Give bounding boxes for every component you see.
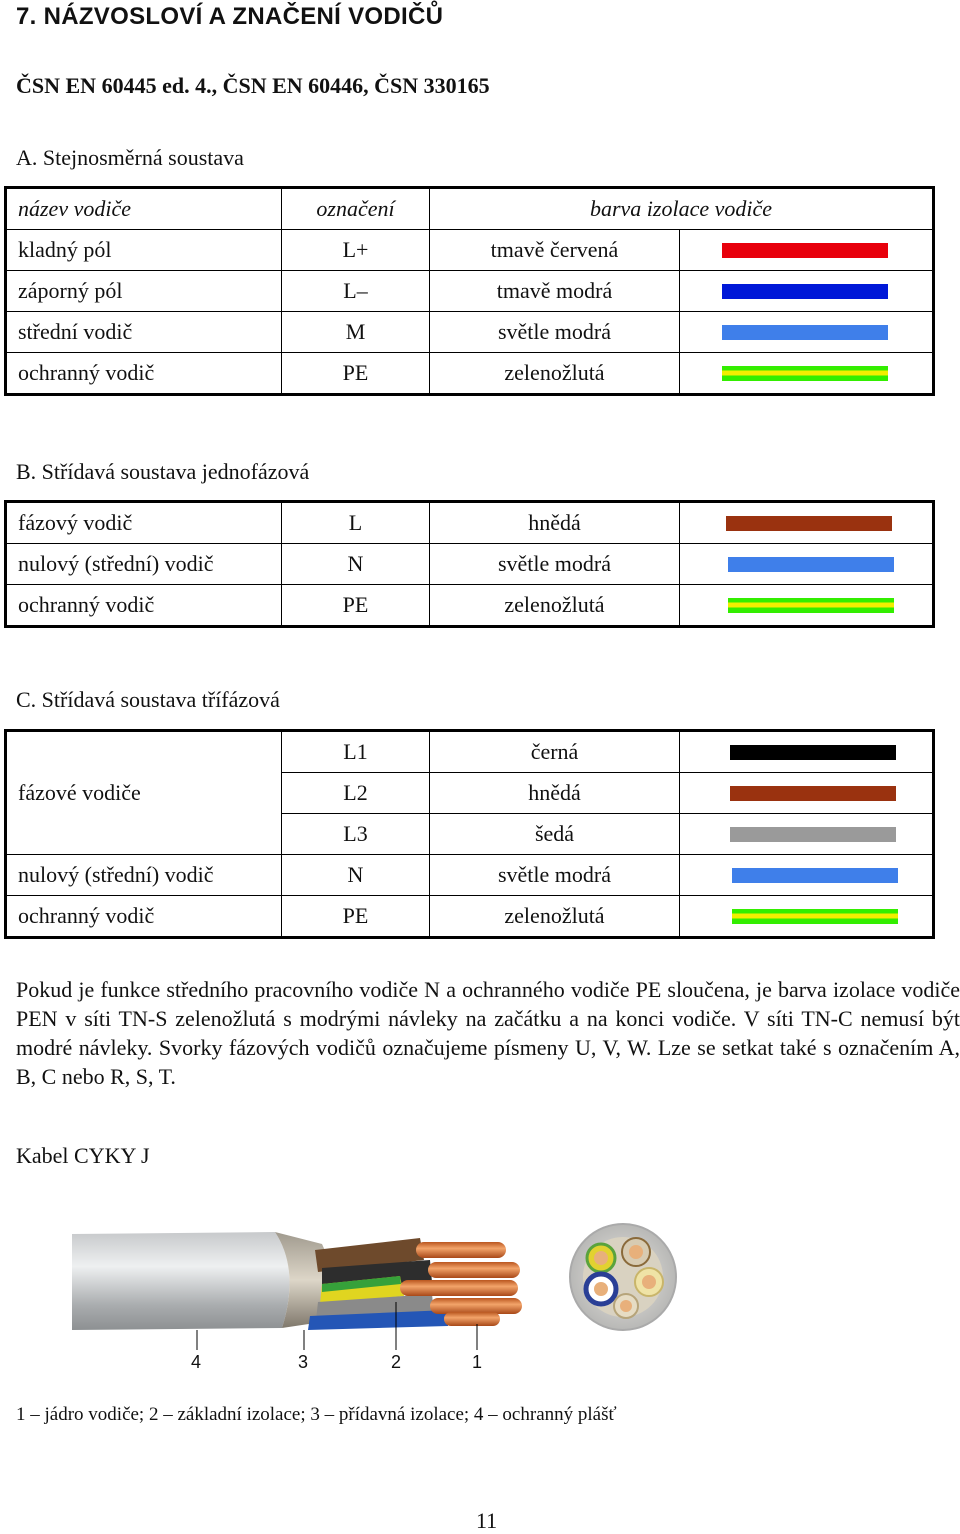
section-a-title: A. Stejnosměrná soustava bbox=[16, 145, 244, 170]
conductor-mark: L3 bbox=[282, 814, 430, 855]
color-swatch-dark-blue bbox=[722, 284, 888, 299]
cross-section-core bbox=[642, 1275, 656, 1289]
conductor-name: nulový (střední) vodič bbox=[6, 855, 282, 896]
conductor-mark: L– bbox=[282, 271, 430, 312]
conductor-name: nulový (střední) vodič bbox=[6, 544, 282, 585]
table-header-row bbox=[6, 188, 934, 230]
color-name: hnědá bbox=[430, 773, 680, 814]
section-b-title: B. Střídavá soustava jednofázová bbox=[16, 459, 310, 484]
color-name: zelenožlutá bbox=[430, 896, 680, 938]
color-name: tmavě modrá bbox=[430, 271, 680, 312]
sheath-shape bbox=[72, 1232, 290, 1330]
table-row bbox=[6, 585, 934, 627]
conductor-name: záporný pól bbox=[6, 271, 282, 312]
table-row bbox=[6, 353, 934, 395]
conductor-name: ochranný vodič bbox=[6, 896, 282, 938]
conductor-mark: PE bbox=[282, 585, 430, 627]
conductor-mark: M bbox=[282, 312, 430, 353]
cable-label-4: 4 bbox=[191, 1352, 202, 1372]
copper-core-shape bbox=[430, 1298, 522, 1314]
copper-core-shape bbox=[444, 1312, 500, 1326]
color-swatch-green-yellow bbox=[728, 598, 894, 613]
conductor-mark: L+ bbox=[282, 230, 430, 271]
table-row bbox=[6, 544, 934, 585]
conductor-name: ochranný vodič bbox=[6, 353, 282, 395]
conductor-mark: PE bbox=[282, 353, 430, 395]
table-dc-system bbox=[4, 186, 935, 396]
header-conductor-name: název vodiče bbox=[6, 188, 282, 230]
color-name: světle modrá bbox=[430, 312, 680, 353]
color-swatch-light-blue bbox=[728, 557, 894, 572]
conductor-mark: L bbox=[282, 502, 430, 544]
conductor-mark: PE bbox=[282, 896, 430, 938]
conductor-name: fázové vodiče bbox=[6, 731, 282, 855]
conductor-mark: N bbox=[282, 855, 430, 896]
color-swatch-red bbox=[722, 243, 888, 258]
table-three-phase bbox=[4, 729, 935, 939]
color-swatch-black bbox=[730, 745, 896, 760]
cross-section-core bbox=[594, 1251, 608, 1265]
copper-core-shape bbox=[400, 1280, 518, 1296]
cable-label-3: 3 bbox=[298, 1352, 309, 1372]
table-row bbox=[6, 271, 934, 312]
page-heading: 7. NÁZVOSLOVÍ A ZNAČENÍ VODIČŮ bbox=[16, 3, 444, 30]
color-swatch-light-blue bbox=[732, 868, 898, 883]
conductor-mark: L1 bbox=[282, 731, 430, 773]
cross-section-core bbox=[594, 1282, 608, 1296]
header-mark: označení bbox=[282, 188, 430, 230]
table-row bbox=[6, 896, 934, 938]
table-single-phase bbox=[4, 500, 935, 628]
color-swatch-grey bbox=[730, 827, 896, 842]
cross-section-core bbox=[629, 1245, 643, 1259]
color-name: šedá bbox=[430, 814, 680, 855]
conductor-name: fázový vodič bbox=[6, 502, 282, 544]
color-name: zelenožlutá bbox=[430, 585, 680, 627]
conductor-mark: L2 bbox=[282, 773, 430, 814]
page-number: 11 bbox=[476, 1508, 498, 1533]
copper-core-shape bbox=[416, 1242, 506, 1258]
section-c-title: C. Střídavá soustava třífázová bbox=[16, 687, 280, 712]
cable-illustration bbox=[60, 1210, 700, 1380]
color-name: hnědá bbox=[430, 502, 680, 544]
cable-label-2: 2 bbox=[391, 1352, 402, 1372]
color-name: zelenožlutá bbox=[430, 353, 680, 395]
color-swatch-green-yellow bbox=[732, 909, 898, 924]
cable-title: Kabel CYKY J bbox=[16, 1143, 150, 1168]
copper-core-shape bbox=[428, 1262, 520, 1278]
cable-label-1: 1 bbox=[472, 1352, 483, 1372]
cable-legend: 1 – jádro vodiče; 2 – základní izolace; 3 – přídavná izolace; 4 – ochranný plášť bbox=[16, 1404, 617, 1425]
cross-section-core bbox=[620, 1300, 632, 1312]
color-name: světle modrá bbox=[430, 544, 680, 585]
table-row bbox=[6, 855, 934, 896]
color-swatch-green-yellow bbox=[722, 366, 888, 381]
conductor-name: ochranný vodič bbox=[6, 585, 282, 627]
color-swatch-brown bbox=[726, 516, 892, 531]
conductor-name: střední vodič bbox=[6, 312, 282, 353]
header-insulation-color: barva izolace vodiče bbox=[430, 188, 934, 230]
conductor-mark: N bbox=[282, 544, 430, 585]
color-name: tmavě červená bbox=[430, 230, 680, 271]
conductor-name: kladný pól bbox=[6, 230, 282, 271]
color-swatch-brown bbox=[730, 786, 896, 801]
color-name: černá bbox=[430, 731, 680, 773]
table-row bbox=[6, 312, 934, 353]
table-row bbox=[6, 731, 934, 773]
standards-line: ČSN EN 60445 ed. 4., ČSN EN 60446, ČSN 330165 bbox=[16, 73, 490, 98]
color-swatch-light-blue bbox=[722, 325, 888, 340]
color-name: světle modrá bbox=[430, 855, 680, 896]
pen-conductor-paragraph: Pokud je funkce středního pracovního vodiče N a ochranného vodiče PE sloučena, je barva izolace vodiče PEN v síti TN-S zelenožlutá s modrými návleky na začátku a na konci vodiče. V síti TN-C nemusí být modré návleky. Svorky fázových vodičů označujeme písmeny U, V, W. Lze se setkat také s označením A, B, C nebo R, S, T. bbox=[16, 977, 960, 1089]
table-row bbox=[6, 502, 934, 544]
table-row bbox=[6, 230, 934, 271]
